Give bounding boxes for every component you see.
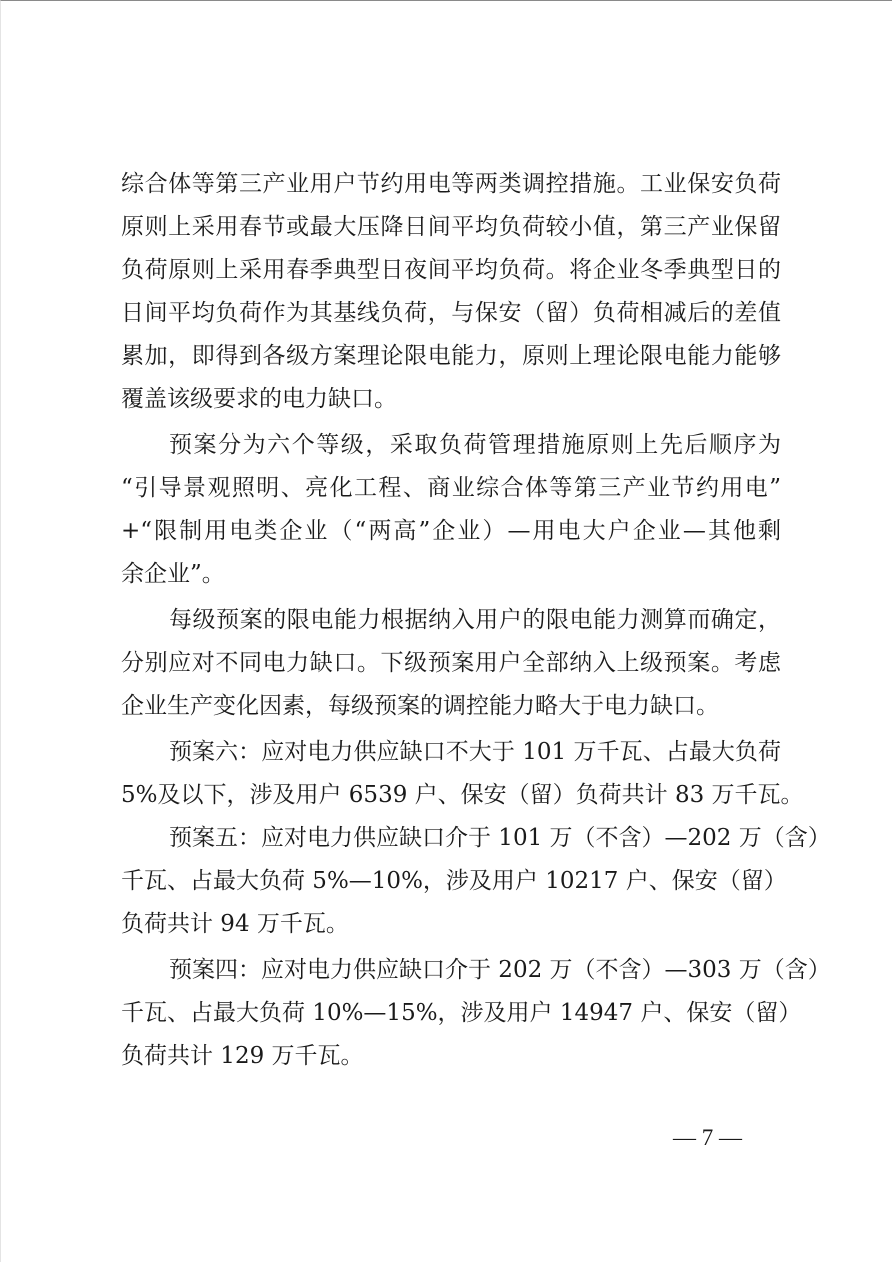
paragraph-line: 综合体等第三产业用户节约用电等两类调控措施。工业保安负荷	[121, 171, 781, 197]
paragraph-line: +“限制用电类企业（“两高”企业）—用电大户企业—其他剩	[121, 518, 781, 544]
paragraph-line: 余企业”。	[121, 561, 225, 587]
paragraph-line: “引导景观照明、亮化工程、商业综合体等第三产业节约用电”	[121, 475, 781, 501]
paragraph-line: 预案分为六个等级，采取负荷管理措施原则上先后顺序为	[169, 432, 781, 458]
paragraph-line: 预案五：应对电力供应缺口介于 101 万（不含）—202 万（含）	[169, 825, 831, 851]
paragraph-line: 千瓦、占最大负荷 5%—10%，涉及用户 10217 户、保安（留）	[121, 868, 787, 894]
paragraph-line: 企业生产变化因素，每级预案的调控能力略大于电力缺口。	[121, 693, 719, 719]
page-number: — 7 —	[673, 1125, 742, 1150]
paragraph-line: 日间平均负荷作为其基线负荷，与保安（留）负荷相减后的差值	[121, 300, 781, 326]
paragraph-line: 每级预案的限电能力根据纳入用户的限电能力测算而确定，	[169, 607, 781, 633]
paragraph-line: 5%及以下，涉及用户 6539 户、保安（留）负荷共计 83 万千瓦。	[121, 782, 804, 808]
paragraph-line: 预案四：应对电力供应缺口介于 202 万（不含）—303 万（含）	[169, 957, 831, 983]
paragraph-line: 分别应对不同电力缺口。下级预案用户全部纳入上级预案。考虑	[121, 650, 781, 676]
paragraph-line: 负荷原则上采用春季典型日夜间平均负荷。将企业冬季典型日的	[121, 257, 781, 283]
paragraph-line: 原则上采用春节或最大压降日间平均负荷较小值，第三产业保留	[121, 214, 781, 240]
paragraph-line: 负荷共计 129 万千瓦。	[121, 1043, 364, 1069]
paragraph-line: 累加，即得到各级方案理论限电能力，原则上理论限电能力能够	[121, 343, 781, 369]
paragraph-line: 预案六：应对电力供应缺口不大于 101 万千瓦、占最大负荷	[169, 739, 781, 765]
paragraph-line: 负荷共计 94 万千瓦。	[121, 911, 349, 937]
paragraph-line: 千瓦、占最大负荷 10%—15%，涉及用户 14947 户、保安（留）	[121, 1000, 802, 1026]
paragraph-line: 覆盖该级要求的电力缺口。	[121, 386, 397, 412]
